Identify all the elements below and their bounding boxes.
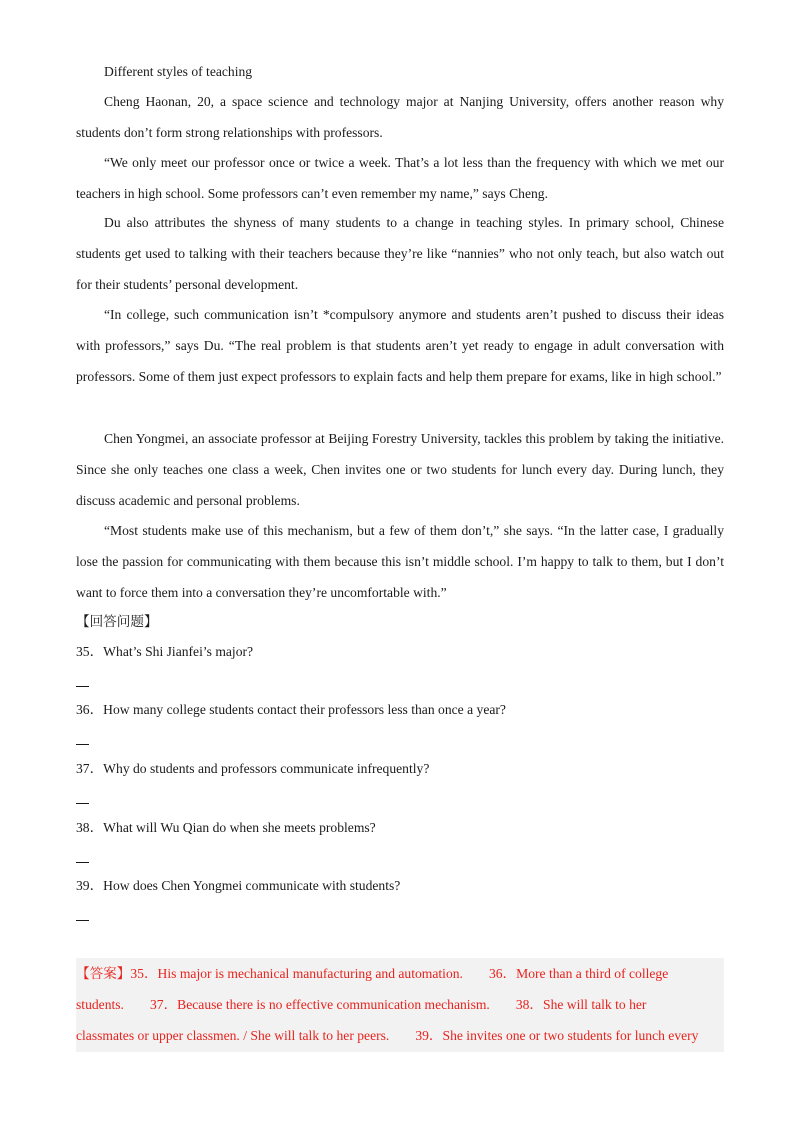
paragraph-3: Du also attributes the shyness of many students to a change in teaching styles. In primary school, Chinese students get used to talking with their teachers because they’re like “nannies” who not only teach, but also watch out for their students’ personal development. xyxy=(76,215,724,292)
answer-36-part2: students. xyxy=(76,997,124,1012)
paragraph-4: “In college, such communication isn’t *compulsory anymore and students aren’t pushed to discuss their ideas with professors,” says Du. “The real problem is that students aren’t yet ready to engage in adult conversation with professors. Some of them just expect professors to explain facts and help them prepare for exams, like in high school.” xyxy=(76,307,724,384)
article-heading: Different styles of teaching xyxy=(104,64,253,79)
answer-blank-39 xyxy=(76,920,89,921)
question-38: 38．What will Wu Qian do when she meets problems? xyxy=(76,820,376,835)
answer-line-3 xyxy=(76,1020,724,1051)
answer-39: 39．She invites one or two students for lunch every xyxy=(415,1028,699,1043)
question-39: 39．How does Chen Yongmei communicate with students? xyxy=(76,878,401,893)
paragraph-5: Chen Yongmei, an associate professor at Beijing Forestry University, tackles this problem by taking the initiative. Since she only teaches one class a week, Chen invites one or two students for lunch every day. During lunch, they discuss academic and personal problems. xyxy=(76,431,724,508)
answer-37: 37．Because there is no effective communication mechanism. xyxy=(149,997,490,1012)
answer-38-part2: classmates or upper classmen. / She will talk to her peers. xyxy=(76,1028,390,1043)
question-37: 37．Why do students and professors communicate infrequently? xyxy=(76,761,430,776)
answer-36-part1: 36．More than a third of college xyxy=(488,966,669,981)
answer-blank-36 xyxy=(76,744,89,745)
answer-blank-37 xyxy=(76,803,89,804)
answer-35: 35．His major is mechanical manufacturing and automation. xyxy=(130,966,463,981)
answer-line-2 xyxy=(76,989,724,1020)
answer-label: 【答案】 xyxy=(76,966,131,981)
paragraph-2: “We only meet our professor once or twice a week. That’s a lot less than the frequency with which we met our teachers in high school. Some professors can’t even remember my name,” says Cheng. xyxy=(76,155,724,201)
paragraph-1: Cheng Haonan, 20, a space science and technology major at Nanjing University, offers another reason why students don’t form strong relationships with professors. xyxy=(76,94,724,140)
paragraph-6: “Most students make use of this mechanism, but a few of them don’t,” she says. “In the latter case, I gradually lose the passion for communicating with them because this isn’t middle school. I’m happy to talk to them, but I don’t want to force them into a conversation they’re uncomfortable with.” xyxy=(76,523,724,600)
answer-line-1 xyxy=(76,958,724,989)
answer-blank-38 xyxy=(76,862,89,863)
answer-section xyxy=(76,958,724,1052)
answer-38-part1: 38．She will talk to her xyxy=(515,997,647,1012)
section-label: 【回答问题】 xyxy=(76,614,158,629)
question-35: 35．What’s Shi Jianfei’s major? xyxy=(76,644,254,659)
answer-blank-35 xyxy=(76,686,89,687)
question-36: 36．How many college students contact their professors less than once a year? xyxy=(76,702,506,717)
